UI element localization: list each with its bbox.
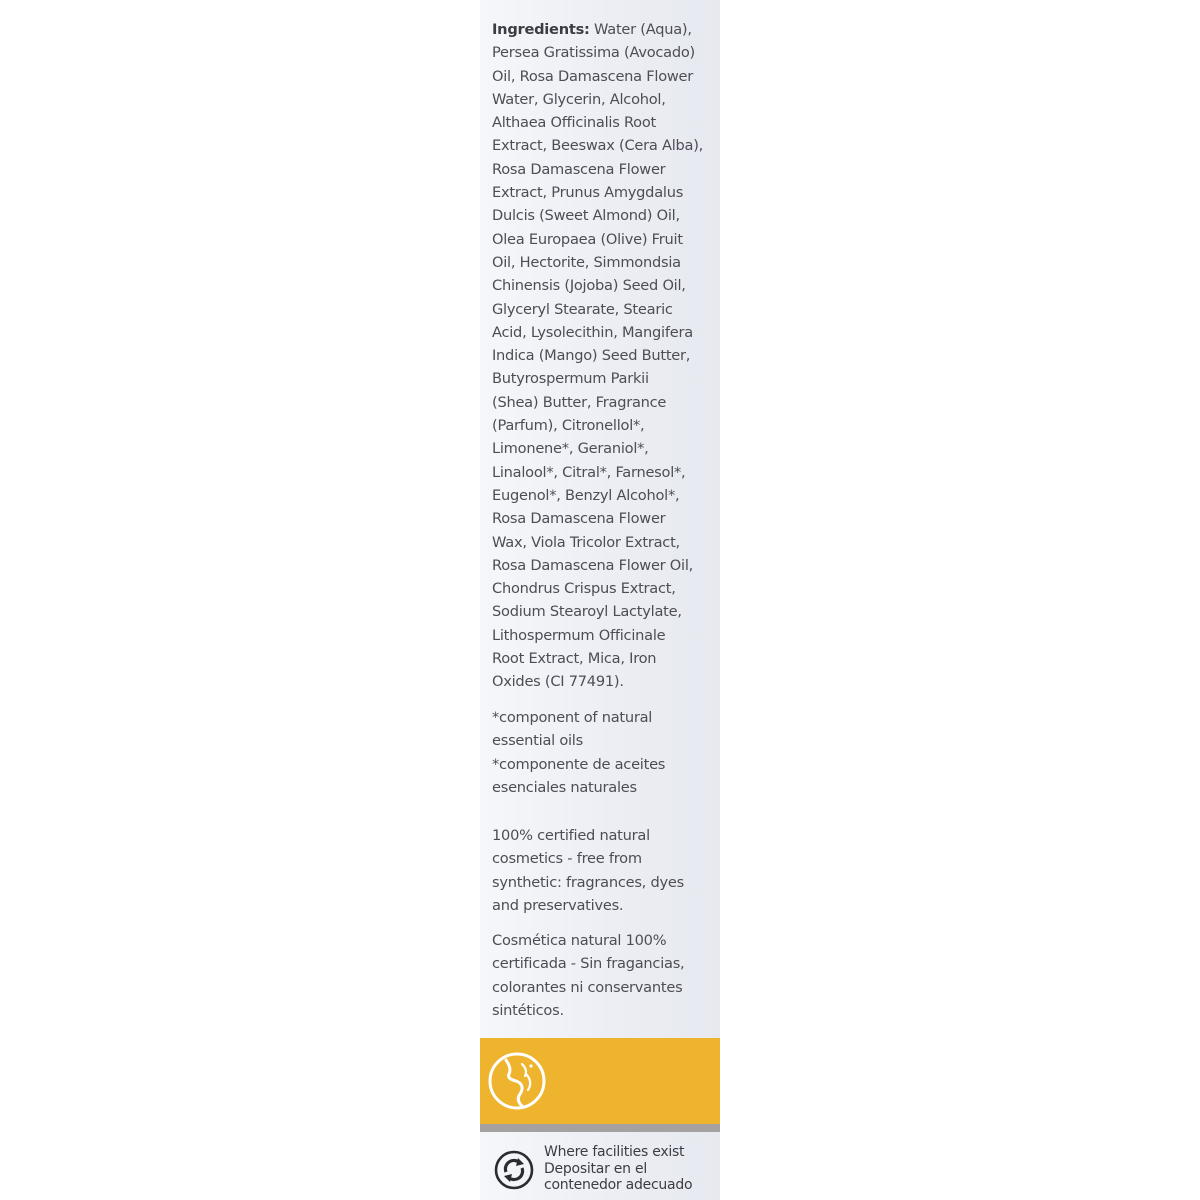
certified-es-line: Cosmética natural 100% [492,932,667,949]
ingredients-line: Ingredients: Water (Aqua), [492,21,692,38]
ingredients-line: Wax, Viola Tricolor Extract, [492,533,680,551]
ingredients-line: Rosa Damascena Flower [492,510,666,528]
certified-en-line: cosmetics - free from [492,850,642,868]
ingredients-line: Glyceryl Stearate, Stearic [492,300,673,318]
ingredients-line: Extract, Prunus Amygdalus [492,184,684,202]
ingredients-line: Eugenol*, Benzyl Alcohol*, [492,486,680,504]
ingredients-line: Persea Gratissima (Avocado) [492,44,695,62]
ingredients-line: Butyrospermum Parkii [492,370,649,388]
ingredients-line: Water, Glycerin, Alcohol, [492,90,666,108]
packaging-side-panel [480,0,720,1200]
ingredients-lead: Ingredients: [492,21,590,38]
ingredients-line: Linalool*, Citral*, Farnesol*, [492,463,686,481]
footnote-line: *component of natural [492,709,653,726]
ingredients-list [492,18,720,694]
yellow-color-band [480,1038,720,1124]
skin-profile-badge-icon [486,1050,548,1112]
ingredients-line: Sodium Stearoyl Lactylate, [492,603,682,621]
ingredients-line: Indica (Mango) Seed Butter, [492,347,691,365]
ingredients-line: Rosa Damascena Flower [492,160,666,178]
certified-en-line: synthetic: fragrances, dyes [492,873,684,891]
ingredients-line: Chondrus Crispus Extract, [492,580,676,598]
certified-es-line: sintéticos. [492,1001,564,1019]
certified-en-line: 100% certified natural [492,827,650,844]
ingredients-line: Dulcis (Sweet Almond) Oil, [492,207,680,225]
recycle-icon [494,1150,534,1190]
ingredients-line: (Parfum), Citronellol*, [492,417,645,435]
ingredients-line: Olea Europaea (Olive) Fruit [492,230,683,248]
ingredients-line: Althaea Officinalis Root [492,114,657,132]
recycling-instructions [544,1144,692,1194]
recycling-line: contenedor adecuado [544,1177,693,1193]
footnote-line: essential oils [492,732,583,750]
ingredients-line: Oil, Hectorite, Simmondsia [492,253,681,271]
grey-divider-strip [480,1124,720,1132]
certified-es-line: colorantes ni conservantes [492,978,683,996]
ingredients-line: Lithospermum Officinale [492,626,666,644]
ingredients-line: Extract, Beeswax (Cera Alba), [492,137,704,155]
ingredients-line: Root Extract, Mica, Iron [492,650,657,668]
certified-es-line: certificada - Sin fragancias, [492,955,685,973]
ingredients-line: Limonene*, Geraniol*, [492,440,649,458]
certified-en-line: and preservatives. [492,896,624,914]
ingredients-line: Oil, Rosa Damascena Flower [492,67,694,85]
certified-natural-statement-en [492,824,720,917]
certified-natural-statement-es [492,929,720,1022]
footnote-line: esenciales naturales [492,778,637,796]
ingredients-line: Oxides (CI 77491). [492,673,624,691]
ingredients-line: Chinensis (Jojoba) Seed Oil, [492,277,686,295]
footnote-line: *componente de aceites [492,755,666,773]
essential-oils-footnote [492,706,720,799]
recycling-line: Depositar en el [544,1160,647,1177]
ingredients-line: Acid, Lysolecithin, Mangifera [492,323,693,341]
ingredients-line: (Shea) Butter, Fragrance [492,393,667,411]
recycling-line: Where facilities exist [544,1144,685,1160]
ingredients-line: Rosa Damascena Flower Oil, [492,556,694,574]
